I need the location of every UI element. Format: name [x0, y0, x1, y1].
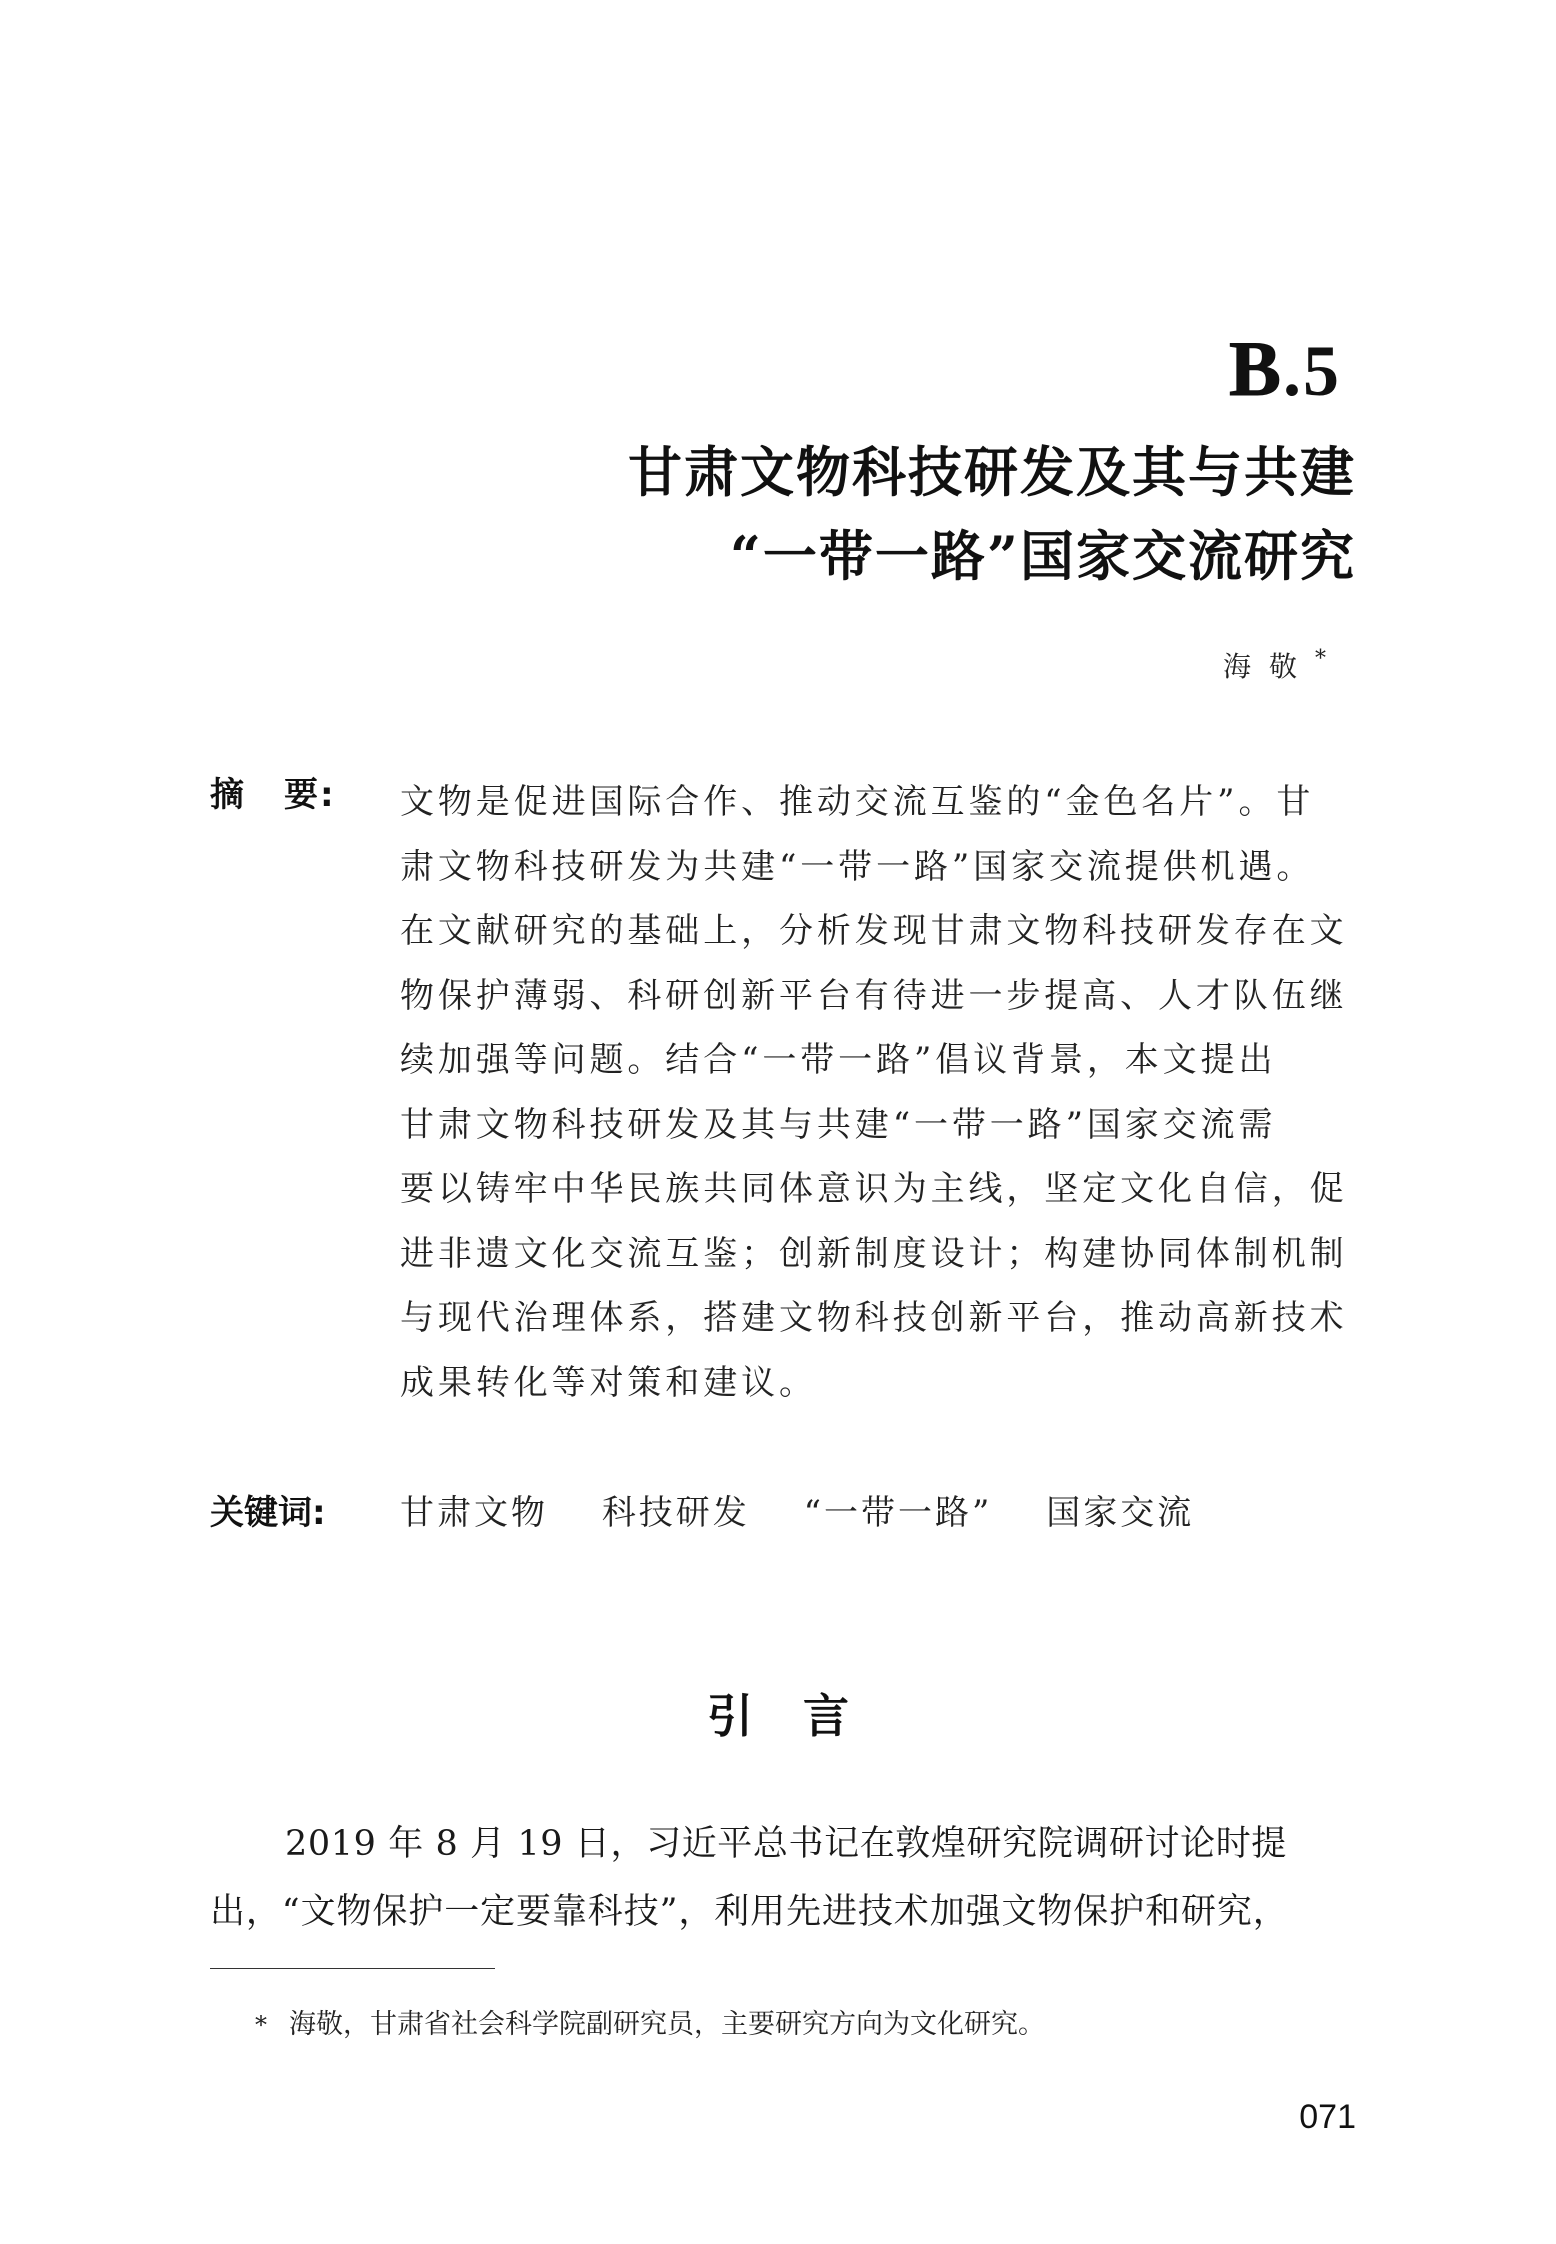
- keyword-item: 国家交流: [1046, 1493, 1195, 1533]
- keyword-item: 科技研发: [601, 1493, 750, 1533]
- chapter-number: .5: [1283, 331, 1341, 411]
- abstract-line: 成果转化等对策和建议。: [400, 1362, 817, 1403]
- author-name: 海敬: [1222, 650, 1315, 683]
- abstract-line: 与现代治理体系，搭建文物科技创新平台，推动高新技术: [400, 1298, 1348, 1338]
- abstract-line: 肃文物科技研发为共建“一带一路”国家交流提供机遇。: [400, 846, 1315, 887]
- title-line-1: 甘肃文物科技研发及其与共建: [628, 440, 1356, 504]
- keywords-list: [400, 1488, 1234, 1538]
- title-line-2: “一带一路”国家交流研究: [729, 524, 1356, 588]
- page-number: 071: [1299, 2098, 1356, 2136]
- keyword-item: 甘肃文物: [400, 1493, 548, 1533]
- footnote-divider: [210, 1968, 495, 1969]
- abstract-body: [400, 770, 1360, 1415]
- abstract-line: 续加强等问题。结合“一带一路”倡议背景，本文提出: [400, 1040, 1277, 1080]
- author: [1223, 645, 1326, 685]
- chapter-label: [1228, 325, 1341, 412]
- body-line: 出，“文物保护一定要靠科技”，利用先进技术加强文物保护和研究，: [210, 1892, 1289, 1932]
- body-paragraph: [210, 1810, 1360, 1946]
- keywords-label: 关键词:: [210, 1493, 326, 1533]
- section-heading: 引言: [707, 1689, 899, 1743]
- keyword-item: “一带一路”: [803, 1493, 993, 1533]
- abstract-line: 要以铸牢中华民族共同体意识为主线，坚定文化自信，促: [400, 1169, 1348, 1209]
- footnote-text: 海敬，甘肃省社会科学院副研究员，主要研究方向为文化研究。: [289, 2009, 1045, 2040]
- abstract-line: 文物是促进国际合作、推动交流互鉴的“金色名片”。甘: [400, 782, 1315, 822]
- author-footnote-mark: *: [1315, 646, 1326, 672]
- footnote-mark: *: [255, 2011, 267, 2039]
- chapter-letter: B: [1228, 325, 1283, 412]
- footnote: [255, 2005, 1045, 2045]
- body-line: 2019 年 8 月 19 日，习近平总书记在敦煌研究院调研讨论时提: [285, 1824, 1287, 1864]
- abstract-line: 甘肃文物科技研发及其与共建“一带一路”国家交流需: [400, 1104, 1277, 1145]
- abstract-line: 进非遗文化交流互鉴；创新制度设计；构建协同体制机制: [400, 1233, 1348, 1274]
- abstract-line: 在文献研究的基础上，分析发现甘肃文物科技研发存在文: [400, 911, 1348, 951]
- abstract-label: 摘 要:: [210, 775, 336, 815]
- abstract-line: 物保护薄弱、科研创新平台有待进一步提高、人才队伍继: [400, 975, 1348, 1016]
- article-title: [256, 430, 1356, 598]
